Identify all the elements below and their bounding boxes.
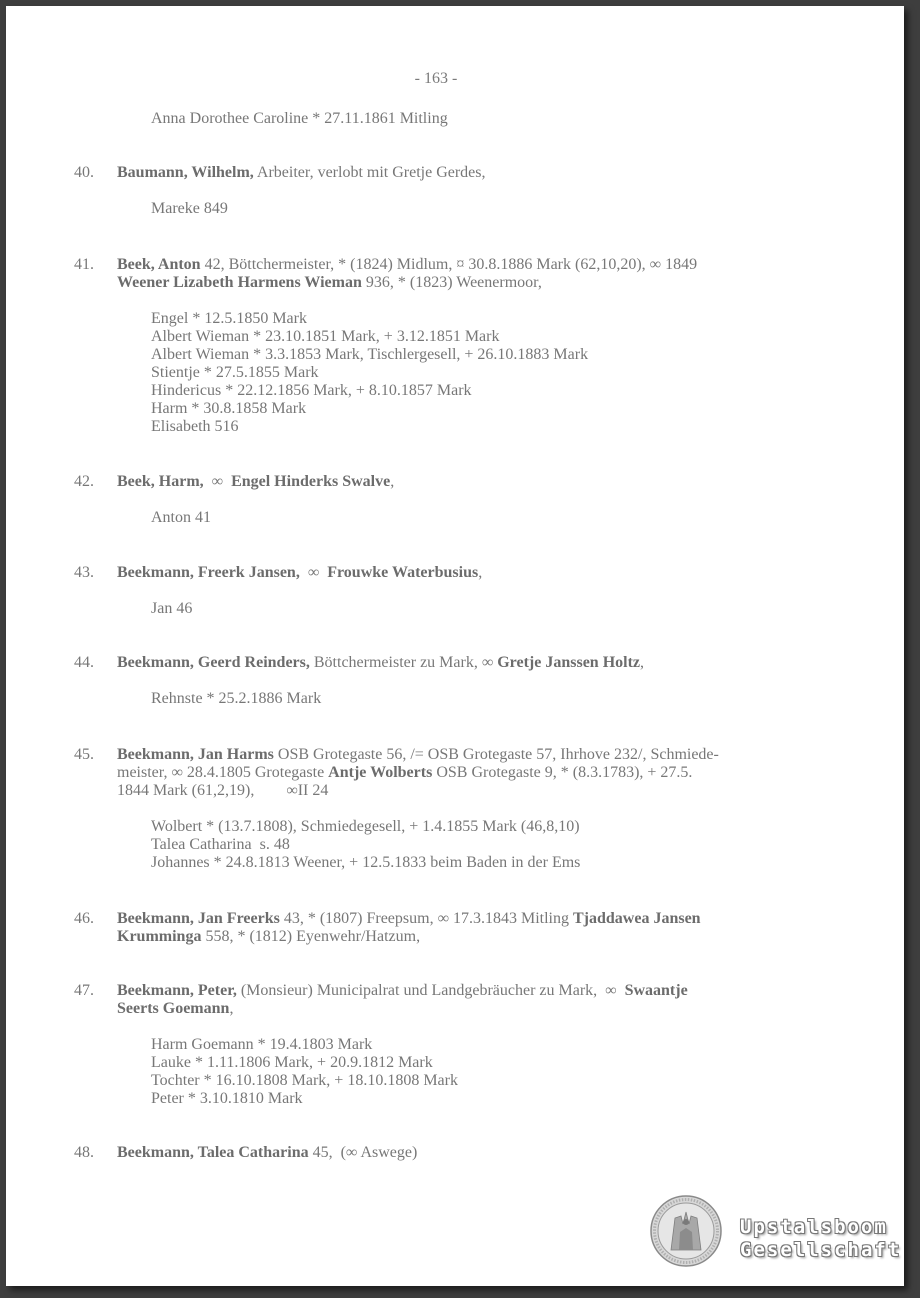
child-line: Stientje * 27.5.1855 Mark	[151, 364, 319, 381]
person-name: Beekmann, Jan Freerks	[117, 910, 280, 927]
entry-number: 40.	[74, 164, 94, 181]
child-line: Hindericus * 22.12.1856 Mark, + 8.10.1857 Mark	[151, 382, 472, 399]
children-list	[151, 690, 321, 708]
person-name: Beekmann, Geerd Reinders,	[117, 654, 310, 671]
spouse-name: Frouwke Waterbusius	[327, 564, 479, 581]
entry-number: 48.	[74, 1144, 94, 1161]
logo-line: Gesellschaft	[740, 1239, 902, 1261]
children-list	[151, 310, 588, 436]
spouse-name: Tjaddawea Jansen	[572, 910, 701, 927]
entry-text: ∞	[299, 564, 328, 581]
person-name: Beek, Anton	[117, 256, 201, 273]
entry-text: (Monsieur) Municipalrat und Landgebräucher zu Mark, ∞	[236, 982, 625, 999]
child-line: Anton 41	[151, 509, 211, 526]
entry-heading	[117, 256, 837, 292]
child-line: Albert Wieman * 23.10.1851 Mark, + 3.12.1851 Mark	[151, 328, 500, 345]
entry-text: 45, (∞ Aswege)	[308, 1144, 418, 1161]
entry-number: 45.	[74, 746, 94, 763]
children-list	[151, 818, 580, 872]
child-line: Wolbert * (13.7.1808), Schmiedegesell, + 1.4.1855 Mark (46,8,10)	[151, 818, 580, 835]
entry-text: ∞	[203, 473, 232, 490]
logo-line: Upstalsboom	[740, 1216, 888, 1238]
child-line: Elisabeth 516	[151, 418, 239, 435]
spouse-name: Gretje Janssen Holtz	[497, 654, 641, 671]
child-line: Engel * 12.5.1850 Mark	[151, 310, 307, 327]
person-name: Beekmann, Peter,	[117, 982, 237, 999]
entry-text: ,	[229, 1000, 234, 1017]
entry-text: meister, ∞ 28.4.1805 Grotegaste	[117, 764, 329, 781]
children-list	[151, 200, 228, 218]
spouse-name: Seerts Goemann	[117, 1000, 230, 1017]
child-line: Tochter * 16.10.1808 Mark, + 18.10.1808 Mark	[151, 1072, 458, 1089]
spouse-name: Antje Wolberts	[328, 764, 433, 781]
person-name: Beekmann, Freerk Jansen,	[117, 564, 300, 581]
person-name: Baumann, Wilhelm,	[117, 164, 254, 181]
entry-heading	[117, 746, 837, 800]
entry-text: 1844 Mark (61,2,19), ∞II 24	[117, 782, 329, 799]
entry-text: OSB Grotegaste 56, /= OSB Grotegaste 57, Ihrhove 232/, Schmiede-	[273, 746, 719, 763]
entry-text: 43, * (1807) Freepsum, ∞ 17.3.1843 Mitling	[279, 910, 573, 927]
entry-text: 42, Böttchermeister, * (1824) Midlum, ¤ 30.8.1886 Mark (62,10,20), ∞ 1849	[200, 256, 698, 273]
entry-heading	[117, 473, 837, 491]
entry-number: 42.	[74, 473, 94, 490]
child-line: Mareke 849	[151, 200, 228, 217]
spouse-name: Krumminga	[117, 928, 202, 945]
entry-heading	[117, 910, 837, 946]
entry-heading	[117, 654, 837, 672]
person-name: Beek, Harm,	[117, 473, 204, 490]
child-line: Lauke * 1.11.1806 Mark, + 20.9.1812 Mark	[151, 1054, 433, 1071]
society-logo-text	[740, 1216, 901, 1262]
entry-heading	[117, 982, 837, 1018]
page-number: - 163 -	[414, 70, 458, 87]
person-name: Beekmann, Jan Harms	[117, 746, 274, 763]
child-line: Albert Wieman * 3.3.1853 Mark, Tischlergesell, + 26.10.1883 Mark	[151, 346, 589, 363]
child-line: Harm Goemann * 19.4.1803 Mark	[151, 1036, 373, 1053]
entry-text: 558, * (1812) Eyenwehr/Hatzum,	[201, 928, 421, 945]
entry-text: ,	[640, 654, 645, 671]
child-line: Harm * 30.8.1858 Mark	[151, 400, 307, 417]
seal-icon	[649, 1194, 723, 1268]
entry-heading	[117, 564, 837, 582]
entry-heading	[117, 164, 837, 182]
entry-number: 47.	[74, 982, 94, 999]
child-line: Rehnste * 25.2.1886 Mark	[151, 690, 322, 707]
carry-over-line: Anna Dorothee Caroline * 27.11.1861 Mitling	[151, 110, 448, 127]
spouse-name: Engel Hinderks Swalve	[231, 473, 391, 490]
child-line: Jan 46	[151, 600, 193, 617]
child-line: Talea Catharina s. 48	[151, 836, 290, 853]
person-name: Beekmann, Talea Catharina	[117, 1144, 309, 1161]
children-list	[151, 509, 211, 527]
document-page	[6, 6, 904, 1286]
children-list	[151, 1036, 458, 1108]
entry-text: ,	[478, 564, 483, 581]
entry-heading	[117, 1144, 837, 1162]
entry-number: 43.	[74, 564, 94, 581]
entry-text: 936, * (1823) Weenermoor,	[361, 274, 542, 291]
child-line: Peter * 3.10.1810 Mark	[151, 1090, 303, 1107]
entry-text: Arbeiter, verlobt mit Gretje Gerdes,	[253, 164, 486, 181]
spouse-name: Swaantje	[624, 982, 688, 999]
entry-number: 46.	[74, 910, 94, 927]
spouse-name: Weener Lizabeth Harmens Wieman	[117, 274, 362, 291]
children-list	[151, 600, 192, 618]
child-line: Johannes * 24.8.1813 Weener, + 12.5.1833 beim Baden in der Ems	[151, 854, 581, 871]
entry-text: OSB Grotegaste 9, * (8.3.1783), + 27.5.	[432, 764, 693, 781]
entry-number: 44.	[74, 654, 94, 671]
entry-number: 41.	[74, 256, 94, 273]
entry-text: ,	[390, 473, 395, 490]
entry-text: Böttchermeister zu Mark, ∞	[309, 654, 498, 671]
